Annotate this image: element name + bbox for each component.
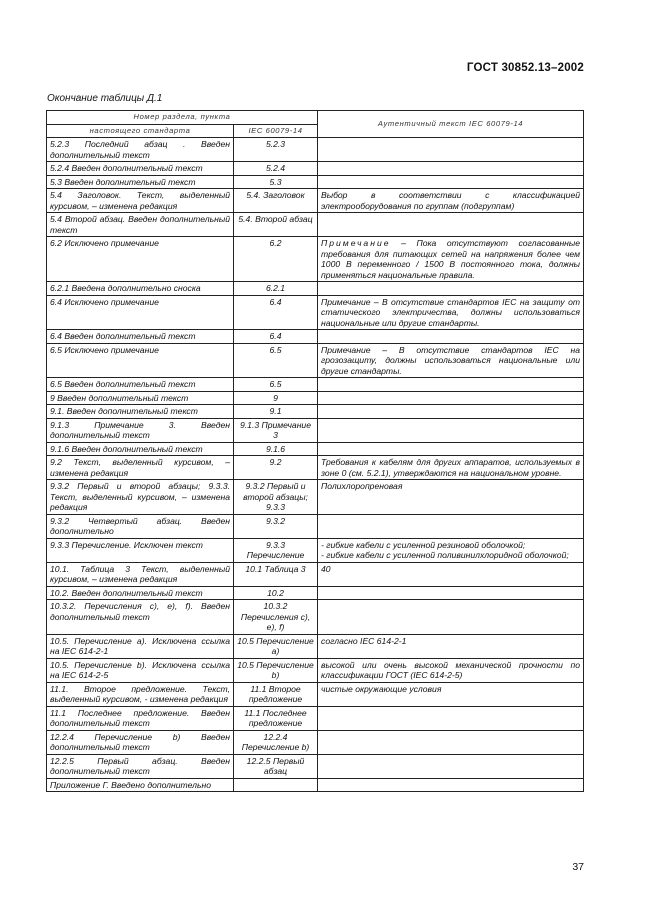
iec-clause-cell: 10.5 Перечисление а) <box>234 634 318 658</box>
section-cell: Приложение Г. Введено дополнительно <box>47 778 234 792</box>
section-cell: 5.2.3 Последний абзац . Введен дополнительный текст <box>47 138 234 162</box>
note-label: Примечание <box>321 238 391 248</box>
iec-clause-cell: 6.4 <box>234 295 318 330</box>
iec-clause-cell: 6.2 <box>234 237 318 282</box>
table-row <box>47 405 584 419</box>
authentic-text-cell <box>318 175 584 189</box>
table-row <box>47 138 584 162</box>
iec-clause-cell: 5.4. Второй абзац <box>234 213 318 237</box>
authentic-text-cell <box>318 418 584 442</box>
authentic-text-cell <box>318 586 584 600</box>
iec-clause-cell: 10.1 Таблица 3 <box>234 562 318 586</box>
header-row-1 <box>47 111 584 125</box>
section-cell: 10.1. Таблица 3 Текст, выделенный курсивом, – изменена редакция <box>47 562 234 586</box>
table-row <box>47 778 584 792</box>
section-cell: 9.3.2 Четвертый абзац. Введен дополнительно <box>47 514 234 538</box>
text-line: - гибкие кабели с усиленной поливинилхлоридной оболочкой; <box>321 550 569 560</box>
header-iec: IEC 60079-14 <box>234 124 318 138</box>
iec-clause-cell: 12.2.5 Первый абзац <box>234 754 318 778</box>
table-row <box>47 237 584 282</box>
table-row <box>47 378 584 392</box>
section-cell: 5.3 Введен дополнительный текст <box>47 175 234 189</box>
iec-clause-cell: 5.2.4 <box>234 162 318 176</box>
table-row <box>47 586 584 600</box>
section-cell: 5.2.4 Введен дополнительный текст <box>47 162 234 176</box>
table-row <box>47 162 584 176</box>
section-cell: 5.4 Заголовок. Текст, выделенный курсивом, – изменена редакция <box>47 189 234 213</box>
authentic-text-cell <box>318 237 584 282</box>
iec-clause-cell: 10.3.2 Перечисления с), е), f) <box>234 600 318 635</box>
iec-clause-cell: 11.1 Второе предложение <box>234 682 318 706</box>
table-row <box>47 514 584 538</box>
table-row <box>47 330 584 344</box>
table-row <box>47 175 584 189</box>
header-authentic-text: Аутентичный текст IEC 60079-14 <box>318 111 584 138</box>
iec-clause-cell: 6.5 <box>234 343 318 378</box>
section-cell: 11.1. Второе предложение. Текст, выделенный курсивом, - изменена редакция <box>47 682 234 706</box>
iec-clause-cell: 9.1.6 <box>234 442 318 456</box>
authentic-text-cell: высокой или очень высокой механической прочности по классификации ГОСТ (IEC 614-2-5) <box>318 658 584 682</box>
authentic-text-cell <box>318 162 584 176</box>
table-row <box>47 343 584 378</box>
table-row <box>47 682 584 706</box>
table-row <box>47 706 584 730</box>
section-cell: 6.4 Исключено примечание <box>47 295 234 330</box>
page-number: 37 <box>572 861 584 873</box>
section-cell: 9 Введен дополнительный текст <box>47 391 234 405</box>
authentic-text-cell <box>318 600 584 635</box>
section-cell: 10.3.2. Перечисления с), е), f). Введен дополнительный текст <box>47 600 234 635</box>
table-caption: Окончание таблицы Д.1 <box>47 93 163 104</box>
section-cell: 9.1.3 Примечание 3. Введен дополнительный текст <box>47 418 234 442</box>
header-this-standard: настоящего стандарта <box>47 124 234 138</box>
table-row <box>47 442 584 456</box>
authentic-text-cell <box>318 442 584 456</box>
section-cell: 10.5. Перечисление а). Исключена ссылка на IEC 614-2-1 <box>47 634 234 658</box>
authentic-text-cell <box>318 538 584 562</box>
table-row <box>47 189 584 213</box>
table-row <box>47 658 584 682</box>
iec-clause-cell: 6.2.1 <box>234 282 318 296</box>
iec-clause-cell: 9.3.2 Первый и второй абзацы; 9.3.3 <box>234 480 318 515</box>
section-cell: 10.2. Введен дополнительный текст <box>47 586 234 600</box>
authentic-text-cell: 40 <box>318 562 584 586</box>
section-cell: 6.4 Введен дополнительный текст <box>47 330 234 344</box>
section-cell: 5.4 Второй абзац. Введен дополнительный текст <box>47 213 234 237</box>
section-cell: 9.3.2 Первый и второй абзацы; 9.3.3. Текст, выделенный курсивом, – изменена редакция <box>47 480 234 515</box>
authentic-text-cell <box>318 391 584 405</box>
authentic-text-cell <box>318 330 584 344</box>
table-row <box>47 418 584 442</box>
table-row <box>47 456 584 480</box>
table-row <box>47 213 584 237</box>
authentic-text-cell: чистые окружающие условия <box>318 682 584 706</box>
section-cell: 6.5 Введен дополнительный текст <box>47 378 234 392</box>
table-row <box>47 754 584 778</box>
authentic-text-cell <box>318 213 584 237</box>
iec-clause-cell: 9.2 <box>234 456 318 480</box>
text-line: - гибкие кабели с усиленной резиновой оболочкой; <box>321 539 526 550</box>
section-cell: 11.1 Последнее предложение. Введен дополнительный текст <box>47 706 234 730</box>
iec-clause-cell: 9 <box>234 391 318 405</box>
section-cell: 6.5 Исключено примечание <box>47 343 234 378</box>
table-row <box>47 480 584 515</box>
authentic-text-cell: согласно IEC 614-2-1 <box>318 634 584 658</box>
section-cell: 9.2 Текст, выделенный курсивом, –изменена редакция <box>47 456 234 480</box>
standard-code: ГОСТ 30852.13–2002 <box>466 62 584 74</box>
iec-clause-cell <box>234 778 318 792</box>
iec-clause-cell: 9.3.3 Перечисление <box>234 538 318 562</box>
authentic-text-cell <box>318 514 584 538</box>
iec-clause-cell: 5.2.3 <box>234 138 318 162</box>
table-row <box>47 391 584 405</box>
iec-clause-cell: 9.1 <box>234 405 318 419</box>
section-cell: 6.2.1 Введена дополнительно сноска <box>47 282 234 296</box>
iec-clause-cell: 9.1.3 Примечание 3 <box>234 418 318 442</box>
table-row <box>47 562 584 586</box>
authentic-text-cell: Требования к кабелям для других аппаратов, используемых в зоне 0 (см. 5.2.1), утверждаются на национальном уровне. <box>318 456 584 480</box>
authentic-text-cell <box>318 706 584 730</box>
authentic-text-cell <box>318 730 584 754</box>
table-row <box>47 730 584 754</box>
section-cell: 10.5. Перечисление b). Исключена ссылка на IEC 614-2-5 <box>47 658 234 682</box>
authentic-text-cell <box>318 778 584 792</box>
section-cell: 6.2 Исключено примечание <box>47 237 234 282</box>
iec-clause-cell: 6.4 <box>234 330 318 344</box>
section-cell: 9.1.6 Введен дополнительный текст <box>47 442 234 456</box>
authentic-text-cell <box>318 405 584 419</box>
authentic-text-cell: Полихлоропреновая <box>318 480 584 515</box>
note-text: – Пока отсутствуют согласованные требования для питающих сетей на напряжения более чем 1000 В переменного / 1500 В постоянного тока, должны применяться национальные правила. <box>321 238 581 280</box>
iec-clause-cell: 9.3.2 <box>234 514 318 538</box>
authentic-text-cell <box>318 282 584 296</box>
table-row <box>47 634 584 658</box>
section-cell: 12.2.5 Первый абзац. Введен дополнительный текст <box>47 754 234 778</box>
section-cell: 9.3.3 Перечисление. Исключен текст <box>47 538 234 562</box>
iec-clause-cell: 5.4. Заголовок <box>234 189 318 213</box>
authentic-text-cell <box>318 138 584 162</box>
section-cell: 9.1. Введен дополнительный текст <box>47 405 234 419</box>
table-row <box>47 538 584 562</box>
authentic-text-cell: Примечание – В отсутствие стандартов IEC на грозозащиту, должны использоваться национальные или другие стандарты. <box>318 343 584 378</box>
table-row <box>47 600 584 635</box>
authentic-text-cell: Выбор в соответствии с классификацией электрооборудования по группам (подгруппам) <box>318 189 584 213</box>
iec-clause-cell: 5.3 <box>234 175 318 189</box>
authentic-text-cell <box>318 754 584 778</box>
authentic-text-cell: Примечание – В отсутствие стандартов IEC на защиту от статического электричества, должны использоваться национальные или другие стандарты. <box>318 295 584 330</box>
header-section-group: Номер раздела, пункта <box>47 111 318 125</box>
authentic-text-cell <box>318 378 584 392</box>
table-row <box>47 295 584 330</box>
comparison-table <box>46 110 584 792</box>
iec-clause-cell: 12.2.4 Перечисление b) <box>234 730 318 754</box>
table-body <box>47 138 584 792</box>
table-row <box>47 282 584 296</box>
iec-clause-cell: 6.5 <box>234 378 318 392</box>
iec-clause-cell: 10.5 Перечисление b) <box>234 658 318 682</box>
section-cell: 12.2.4 Перечисление b) Введен дополнительный текст <box>47 730 234 754</box>
iec-clause-cell: 10.2 <box>234 586 318 600</box>
iec-clause-cell: 11.1 Последнее предложение <box>234 706 318 730</box>
